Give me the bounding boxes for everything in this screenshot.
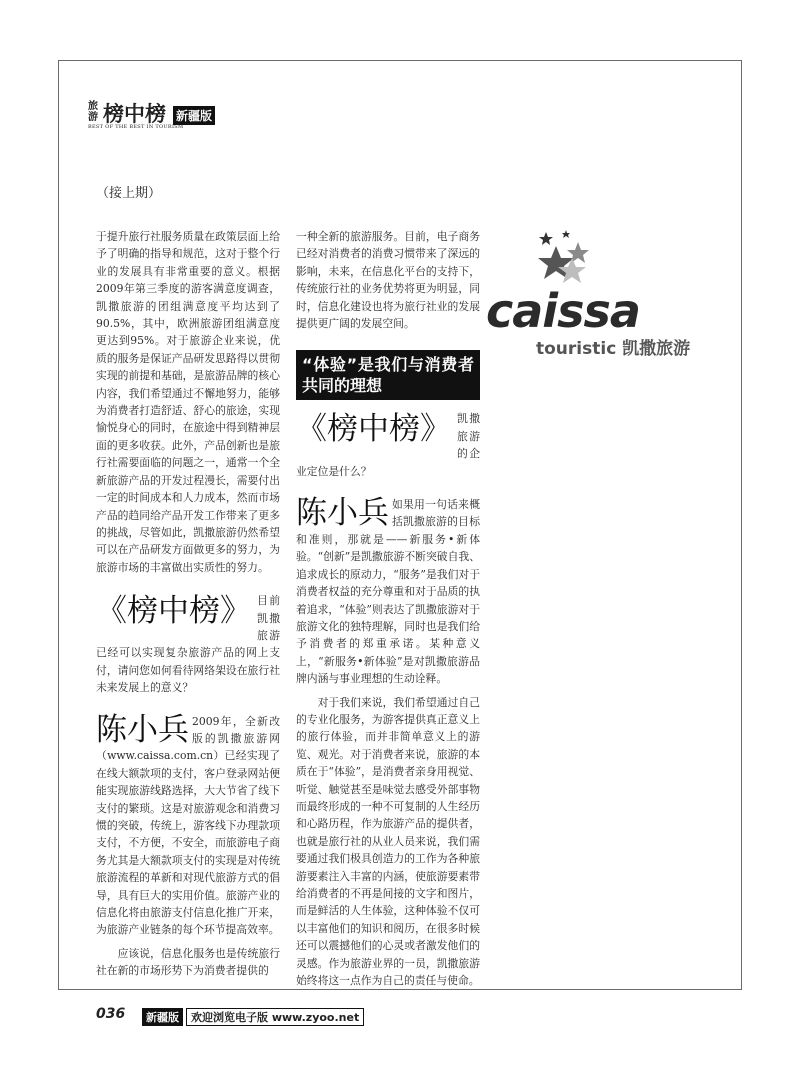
article-column-1 (96, 228, 280, 980)
paragraph: 应该说，信息化服务也是传统旅行社在新的市场形势下为消费者提供的 (96, 946, 280, 978)
article-column-2 (296, 228, 480, 989)
stars-icon (532, 228, 612, 288)
question-mark-title: 《榜中榜》 (96, 593, 251, 630)
question-text: 凯撒旅游的企业定位是什么？ (296, 412, 480, 478)
answer-block (96, 713, 280, 939)
masthead-subtitle: BEST OF THE BEST IN TOURISM (88, 124, 184, 130)
caissa-logo (486, 228, 706, 358)
continued-label: （接上期） (96, 186, 162, 201)
footer-badge: 新疆版 (142, 1008, 183, 1026)
paragraph: 于提升旅行社服务质量在政策层面上给予了明确的指导和规范，这对于整个行业的发展具有非常重要的意义。根据2009年第三季度的游客满意度调查，凯撒旅游的团组满意度平均达到了90.5%，其中，欧洲旅游团组满意度更达到95%。对于旅游企业来说，优质的服务是保证产品研发思路得以贯彻实现的前提和基础，是旅游品牌的核心内容，我们希望通过不懈地努力，能够为消费者打造舒适、舒心的旅途，实现愉悦身心的同时，在旅途中得到精神层面的更多收获。此外，产品创新也是旅行社需要面临的问题之一，通常一个全新旅游产品的开发过程漫长，需要付出一定的时间成本和人力成本，然而市场产品的趋同给产品开发工作带来了更多的挑战，尽管如此，凯撒旅游仍然希望可以在产品研发方面做更多的努力，为旅游市场的丰富做出实质性的努力。 (96, 230, 280, 574)
footer-text: 欢迎浏览电子版 www.zyoo.net (186, 1008, 364, 1026)
star-icon (562, 230, 570, 238)
star-icon (539, 232, 553, 245)
page-number: 036 (96, 1006, 126, 1022)
answer-text: 如果用一句话来概括凯撒旅游的目标和准则，那就是——新服务•新体验。“创新”是凯撒旅游不断突破自我、追求成长的原动力，“服务”是我们对于消费者权益的充分尊重和对于品质的执着追求，“体验”则表达了凯撒旅游对于旅游文化的独特理解，同时也是我们给予消费者的郑重承诺。某种意义上，“新服务•新体验”是对凯撒旅游品牌内涵与事业理想的生动诠释。 (296, 498, 480, 686)
paragraph: 一种全新的旅游服务。目前，电子商务已经对消费者的消费习惯带来了深远的影响，未来，在信息化平台的支持下，传统旅行社的业务优势将更为明显，同时，信息化建设也将为旅行社业的发展提供更广阔的发展空间。 (296, 230, 480, 331)
answer-speaker: 陈小兵 (296, 495, 389, 532)
masthead-title: 榜中榜 (103, 101, 166, 126)
question-text: 目前凯撒旅游已经可以实现复杂旅游产品的网上支付，请问您如何看待网络架设在旅行社未来发展上的意义？ (96, 594, 280, 695)
logo-wordmark: caissa (486, 284, 640, 338)
paragraph: 对于我们来说，我们希望通过自己的专业化服务，为游客提供真正意义上的旅行体验，而并非简单意义上的游览、观光。对于消费者来说，旅游的本质在于“体验”，是消费者亲身用视觉、听觉、触觉甚至是味觉去感受外部事物而最终形成的一种不可复制的人生经历和心路历程，作为旅游产品的提供者，也就是旅行社的从业人员来说，我们需要通过我们极具创造力的工作为各种旅游要素注入丰富的内涵，使旅游要素带给消费者的不再是间接的文字和图片，而是鲜活的人生体验，这种体验不仅可以丰富他们的知识和阅历，在很多时候还可以震撼他们的心灵或者激发他们的灵感。作为旅游业界的一员，凯撒旅游始终将这一点作为自己的责任与使命。 (296, 695, 480, 988)
question-mark-title: 《榜中榜》 (296, 411, 451, 448)
masthead (88, 98, 228, 132)
answer-text: 2009年，全新改版的凯撒旅游网（www.caissa.com.cn）已经实现了在线大额款项的支付，客户登录网站便能实现旅游线路选择，大大节省了线下支付的繁琐。这是对旅游观念和消费习惯的突破，传统上，游客线下办理款项支付，不方便，不安全，而旅游电子商务尤其是大额款项支付的实现是对传统旅游流程的革新和对现代旅游方式的倡导，具有巨大的实用价值。旅游产业的信息化将由旅游支付信息化推广开来，为旅游产业链条的每个环节提高效率。 (96, 714, 280, 937)
page-footer (96, 1006, 360, 1026)
section-heading: “体验”是我们与消费者共同的理想 (296, 350, 480, 400)
question-block (296, 410, 480, 480)
masthead-badge: 新疆版 (173, 106, 215, 125)
logo-subtitle: touristic 凯撒旅游 (536, 339, 691, 359)
question-block (96, 592, 280, 696)
answer-block (296, 496, 480, 687)
answer-speaker: 陈小兵 (96, 711, 189, 748)
masthead-small-label: 旅游 (88, 101, 98, 123)
